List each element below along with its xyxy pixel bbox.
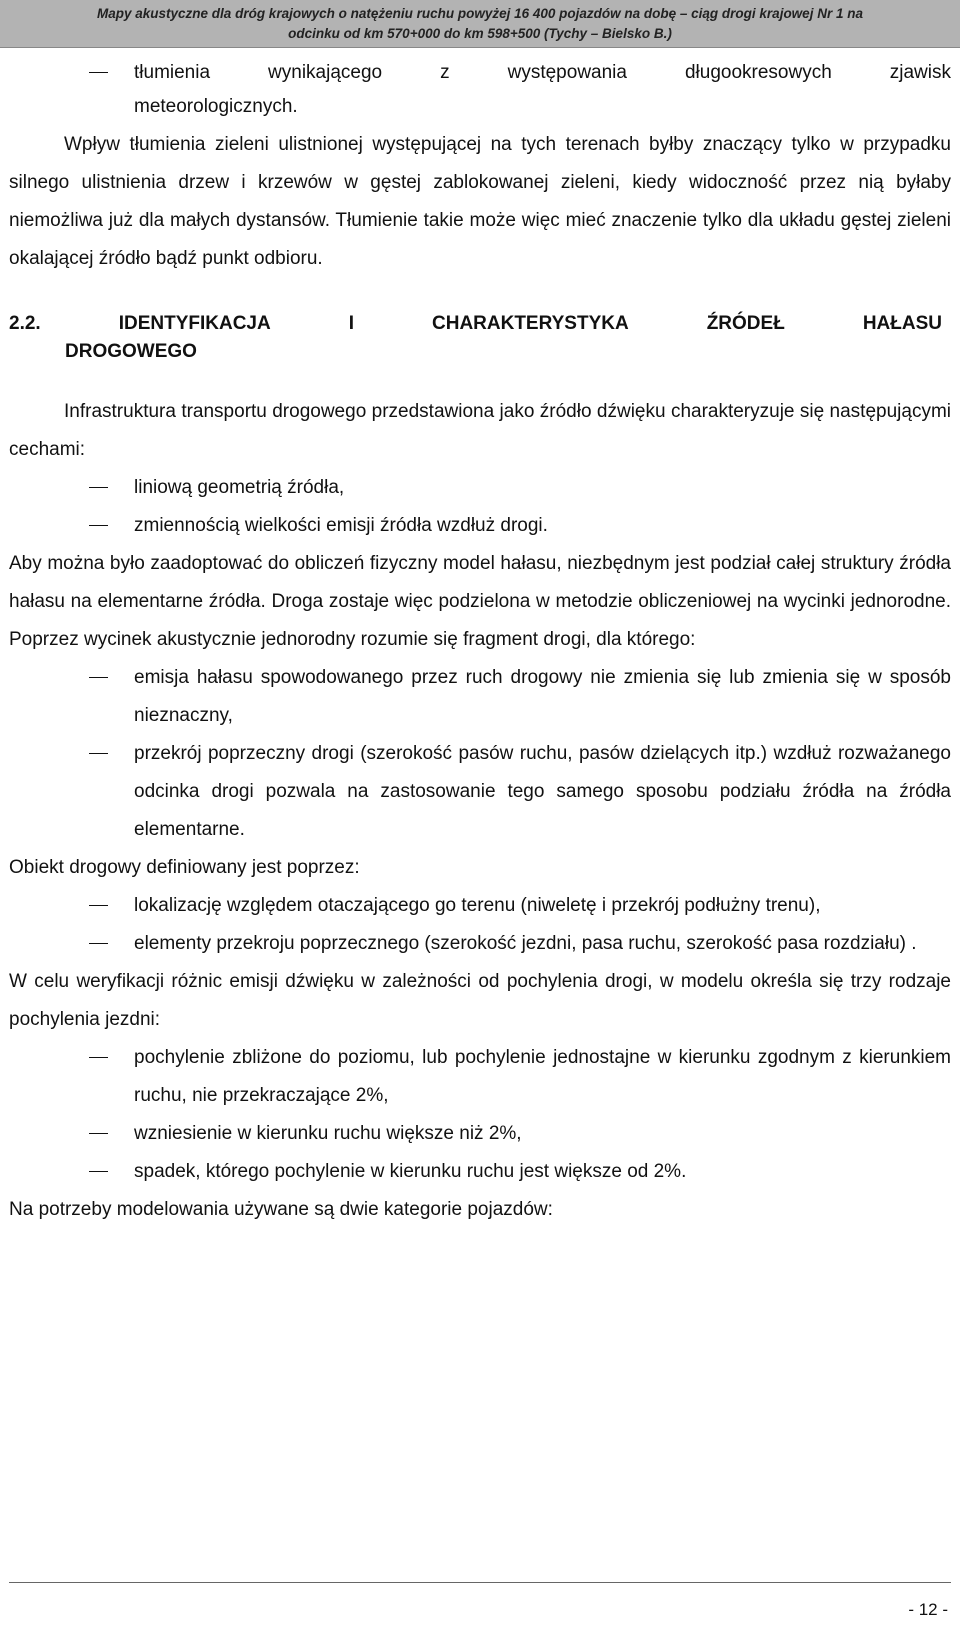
header-line-2: odcinku od km 570+000 do km 598+500 (Tychy – Bielsko B.)	[288, 25, 672, 41]
list-item: wzniesienie w kierunku ruchu większe niż 2%,	[9, 1115, 951, 1153]
list-item: emisja hałasu spowodowanego przez ruch drogowy nie zmienia się lub zmienia się w sposób nieznaczny,	[9, 659, 951, 735]
paragraph: Aby można było zaadoptować do obliczeń fizyczny model hałasu, niezbędnym jest podział całej struktury źródła hałasu na elementarne źródła. Droga zostaje więc podzielona w metodzie obliczeniowej na wycinki jednorodne. Poprzez wycinek akustycznie jednorodny rozumie się fragment drogi, dla którego:	[9, 553, 951, 650]
dash-icon	[89, 487, 108, 488]
paragraph: Obiekt drogowy definiowany jest poprzez:	[9, 857, 360, 878]
paragraph: W celu weryfikacji różnic emisji dźwięku w zależności od pochylenia drogi, w modelu określa się trzy rodzaje pochylenia jezdni:	[9, 971, 951, 1030]
list-item: tłumienia wynikającego z występowania długookresowych zjawisk	[9, 54, 951, 92]
dash-icon	[89, 905, 108, 906]
section-heading: 2.2. IDENTYFIKACJA I CHARAKTERYSTYKA ŹRÓDEŁ HAŁASU DROGOWEGO	[9, 310, 951, 366]
paragraph: Na potrzeby modelowania używane są dwie kategorie pojazdów:	[9, 1199, 553, 1220]
dash-icon	[89, 943, 108, 944]
footer-divider	[9, 1582, 951, 1583]
paragraph: Wpływ tłumienia zieleni ulistnionej występującej na tych terenach byłby znaczący tylko w przypadku silnego ulistnienia drzew i krzewów w gęstej zablokowanej zieleni, kiedy widoczność przez nią byłaby niemożliwa już dla małych dystansów. Tłumienie takie może więc mieć znaczenie tylko dla układu gęstej zieleni okalającej źródło bądź punkt odbioru.	[9, 134, 951, 269]
dash-icon	[89, 1057, 108, 1058]
list-item: pochylenie zbliżone do poziomu, lub pochylenie jednostajne w kierunku zgodnym z kierunkiem ruchu, nie przekraczające 2%,	[9, 1039, 951, 1115]
header-line-1: Mapy akustyczne dla dróg krajowych o natężeniu ruchu powyżej 16 400 pojazdów na dobę – ciąg drogi krajowej Nr 1 na	[97, 5, 863, 21]
list-item: spadek, którego pochylenie w kierunku ruchu jest większe od 2%.	[9, 1153, 951, 1191]
section-heading-line-2: DROGOWEGO	[65, 341, 197, 362]
paragraph: Infrastruktura transportu drogowego przedstawiona jako źródło dźwięku charakteryzuje się następującymi cechami:	[9, 401, 951, 460]
list-item: liniową geometrią źródła,	[9, 469, 951, 507]
list-item: elementy przekroju poprzecznego (szerokość jezdni, pasa ruchu, szerokość pasa rozdziału) .	[9, 925, 951, 963]
list-item: lokalizację względem otaczającego go terenu (niweletę i przekrój podłużny trenu),	[9, 887, 951, 925]
document-body	[9, 54, 951, 1229]
dash-icon	[89, 72, 108, 73]
list-item-continuation: meteorologicznych.	[134, 96, 298, 117]
list-item: przekrój poprzeczny drogi (szerokość pasów ruchu, pasów dzielących itp.) wzdłuż rozważanego odcinka drogi pozwala na zastosowanie tego samego sposobu podziału źródła na źródła elementarne.	[9, 735, 951, 849]
page-number: - 12 -	[908, 1600, 948, 1619]
dash-icon	[89, 753, 108, 754]
dash-icon	[89, 1133, 108, 1134]
page-header	[0, 0, 960, 48]
dash-icon	[89, 1171, 108, 1172]
dash-icon	[89, 525, 108, 526]
list-item: zmiennością wielkości emisji źródła wzdłuż drogi.	[9, 507, 951, 545]
dash-icon	[89, 677, 108, 678]
